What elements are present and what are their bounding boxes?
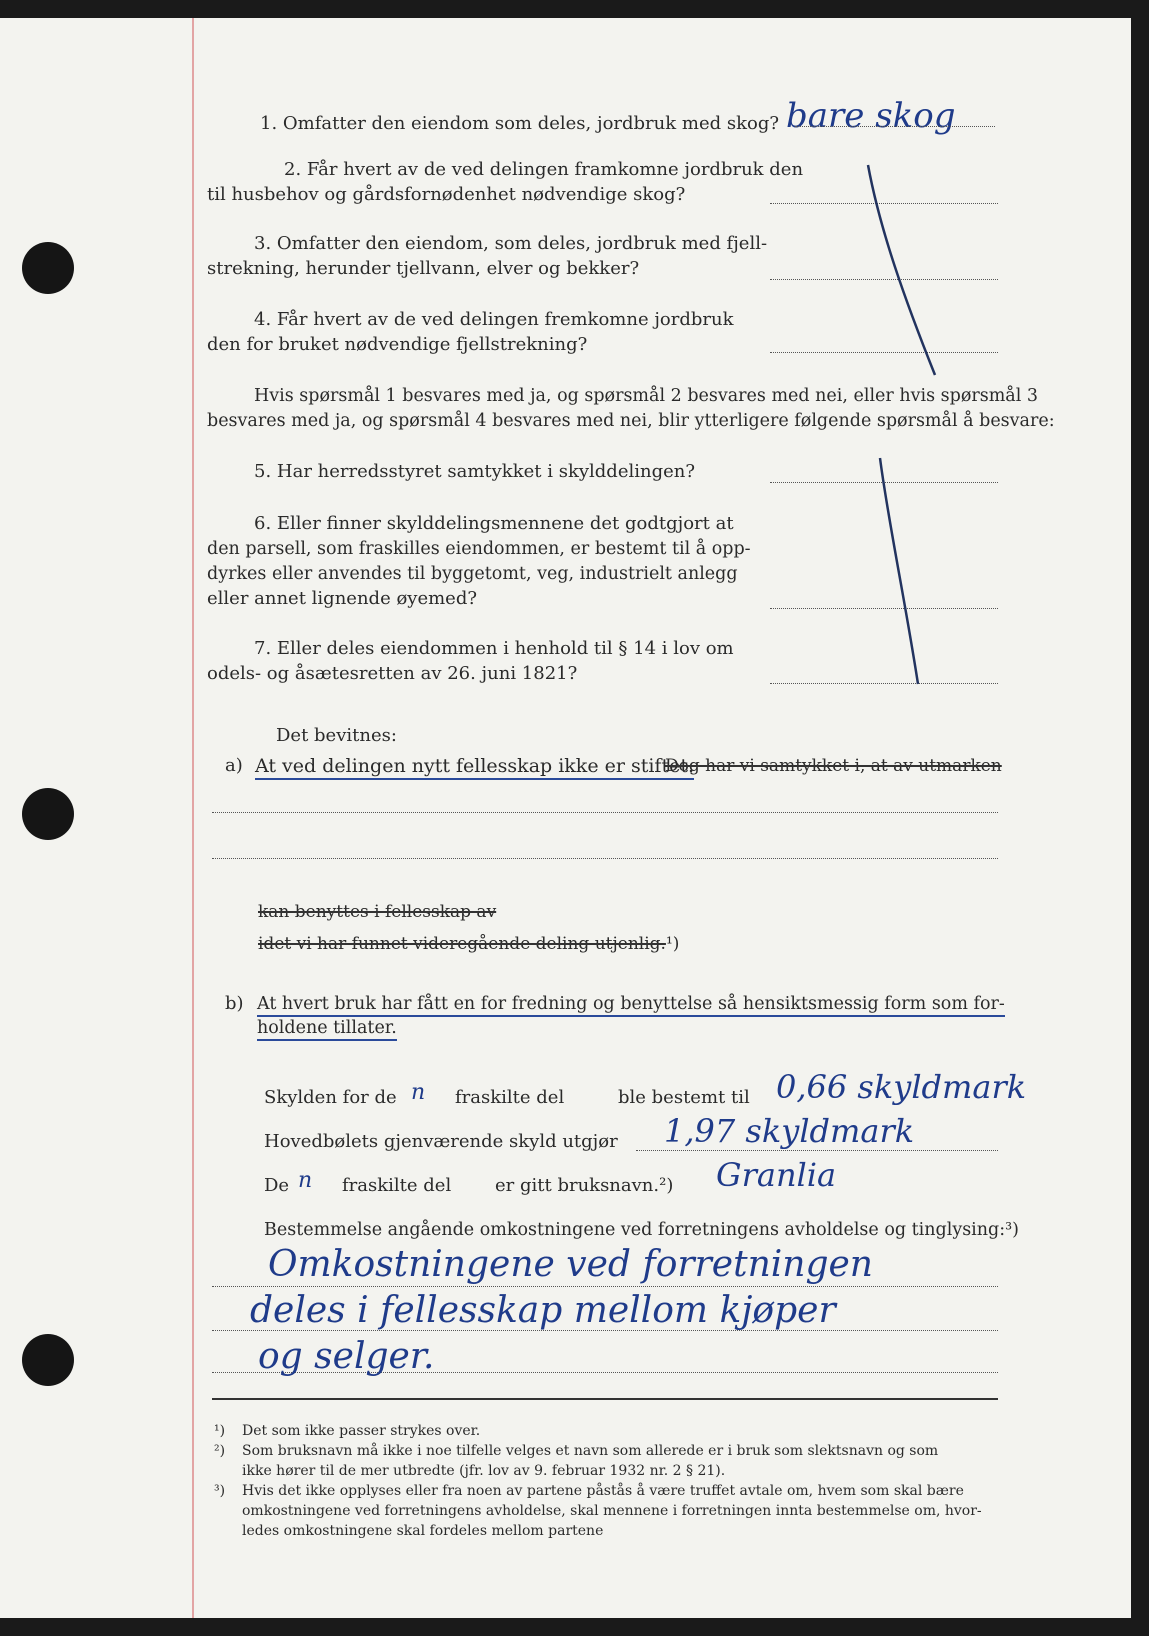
certify-a-struck: Dog har vi samtykket i, at av utmarken — [665, 756, 1002, 776]
skyld-line1-answer: 0,66 skyldmark — [776, 1068, 1027, 1106]
condition-text-line1: Hvis spørsmål 1 besvares med ja, og spørsmål 2 besvares med nei, eller hvis spørsmål 3 — [254, 386, 1039, 406]
handwritten-text-line2: deles i fellesskap mellom kjøper — [250, 1290, 836, 1331]
bestemmelse-label: Bestemmelse angående omkostningene ved forretningens avholdelse og tinglysing:³) — [264, 1220, 1019, 1240]
skyld-line1-mark: n — [411, 1080, 426, 1105]
footnote-3-line2: omkostningene ved forretningens avholdelse, skal mennene i forretningen innta bestemmelse om, hvor- — [242, 1503, 982, 1519]
question-7-line1: 7. Eller deles eiendommen i henhold til § 14 i lov om — [254, 638, 734, 659]
certify-a-struck-2: kan benyttes i fellesskap av — [258, 902, 497, 922]
question-4-line2: den for bruket nødvendige fjellstrekning? — [207, 334, 588, 355]
question-5: 5. Har herredsstyret samtykket i skylddelingen? — [254, 461, 695, 482]
question-3-line1: 3. Omfatter den eiendom, som deles, jordbruk med fjell- — [254, 233, 768, 254]
skyld-line3-c: er gitt bruksnavn.²) — [495, 1175, 674, 1196]
question-2-line1: 2. Får hvert av de ved delingen framkomne jordbruk den — [284, 159, 804, 180]
footnote-2-line1: Som bruksnavn må ikke i noe tilfelle velges et navn som allerede er i bruk som slektsnavn og som — [242, 1443, 939, 1459]
certify-heading: Det bevitnes: — [276, 725, 397, 746]
footnote-2-number: ²) — [214, 1443, 226, 1459]
footnote-3-number: ³) — [214, 1483, 226, 1499]
certify-a-struck-3: idet vi har funnet videregående deling utjenlig.¹) — [258, 934, 680, 954]
skyld-line3-answer: Granlia — [716, 1156, 837, 1194]
question-6-line1: 6. Eller finner skylddelingsmennene det godtgjort at — [254, 513, 734, 534]
skyld-line2: Hovedbølets gjenværende skyld utgjør — [264, 1131, 618, 1152]
footnote-2-line2: ikke hører til de mer utbredte (jfr. lov av 9. februar 1932 nr. 2 § 21). — [242, 1463, 726, 1479]
certify-a-label: a) — [225, 755, 243, 776]
handwritten-text-line1: Omkostningene ved forretningen — [268, 1244, 873, 1285]
handwritten-text-line3: og selger. — [258, 1336, 435, 1377]
pen-stroke — [880, 458, 918, 684]
footnote-1: Det som ikke passer strykes over. — [242, 1423, 481, 1439]
certify-b-line1: At hvert bruk har fått en for fredning og benyttelse så hensiktsmessig form som for- — [257, 992, 1005, 1016]
certify-b-line2: holdene tillater. — [257, 1016, 397, 1040]
footnote-1-number: ¹) — [214, 1423, 226, 1439]
question-7-line2: odels- og åsætesretten av 26. juni 1821? — [207, 663, 578, 684]
skyld-line1-b: fraskilte del — [455, 1087, 565, 1108]
condition-text-line2: besvares med ja, og spørsmål 4 besvares med nei, blir ytterligere følgende spørsmål å besvare: — [207, 411, 1055, 431]
question-6-line4: eller annet lignende øyemed? — [207, 588, 477, 609]
skyld-line3-b: fraskilte del — [342, 1175, 452, 1196]
certify-b-label: b) — [225, 993, 244, 1014]
skyld-line2-answer: 1,97 skyldmark — [664, 1112, 915, 1150]
skyld-line3-mark: n — [298, 1168, 313, 1193]
answer-1-handwritten: bare skog — [786, 96, 956, 136]
question-6-line3: dyrkes eller anvendes til byggetomt, veg, industrielt anlegg — [207, 564, 738, 584]
skyld-line1-a: Skylden for de — [264, 1087, 397, 1108]
pen-stroke — [868, 165, 935, 375]
footnote-3-line1: Hvis det ikke opplyses eller fra noen av partene påstås å være truffet avtale om, hvem som skal bære — [242, 1483, 964, 1499]
question-6-line2: den parsell, som fraskilles eiendommen, er bestemt til å opp- — [207, 539, 751, 559]
question-2-line2: til husbehov og gårdsfornødenhet nødvendige skog? — [207, 184, 686, 205]
skyld-line3-a: De — [264, 1175, 290, 1196]
skyld-line1-c: ble bestemt til — [618, 1087, 750, 1108]
question-4-line1: 4. Får hvert av de ved delingen fremkomne jordbruk — [254, 309, 734, 330]
question-1: 1. Omfatter den eiendom som deles, jordbruk med skog? — [260, 113, 779, 134]
question-3-line2: strekning, herunder tjellvann, elver og bekker? — [207, 258, 640, 279]
footnote-3-line3: ledes omkostningene skal fordeles mellom partene — [242, 1523, 604, 1539]
certify-a-text: At ved delingen nytt fellesskap ikke er stiftet. — [255, 754, 694, 778]
